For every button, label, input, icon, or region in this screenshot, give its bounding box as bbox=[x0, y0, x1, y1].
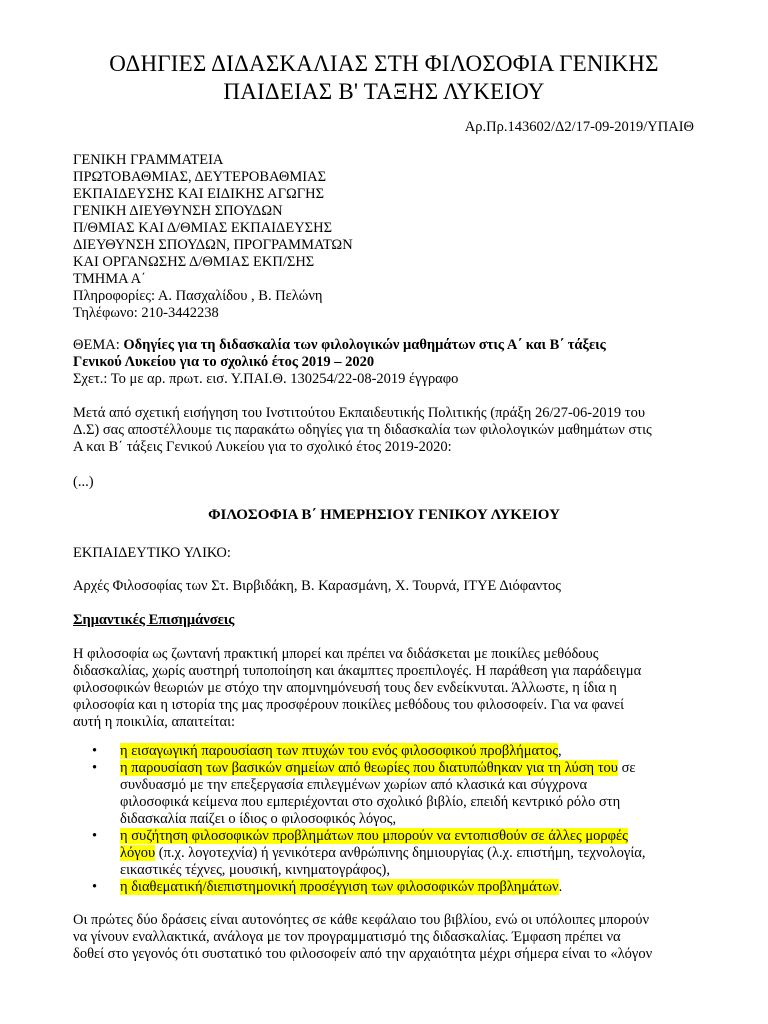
notes-line: φιλοσοφικών θεωριών με στόχο την απομνημόνευσή τους δεν ενδείκνυται. Άλλωστε, η ίδια η bbox=[73, 680, 617, 696]
intro-paragraph bbox=[73, 405, 697, 456]
bullet-icon: • bbox=[92, 743, 98, 759]
sender-line: ΚΑΙ ΟΡΓΑΝΩΣΗΣ Δ/ΘΜΙΑΣ ΕΚΠ/ΣΗΣ bbox=[73, 254, 315, 270]
protocol-reference: Αρ.Πρ.143602/Δ2/17-09-2019/ΥΠΑΙΘ bbox=[464, 119, 694, 135]
closing-line: Οι πρώτες δύο δράσεις είναι αυτονόητες σε κάθε κεφάλαιο του βιβλίου, ενώ οι υπόλοιπες μπορούν bbox=[73, 912, 650, 928]
sender-line: ΠΡΩΤΟΒΑΘΜΙΑΣ, ΔΕΥΤΕΡΟΒΑΘΜΙΑΣ bbox=[73, 169, 327, 185]
list-text: σε bbox=[617, 760, 636, 776]
list-text: διδασκαλία παίζει ο ίδιος ο φιλοσοφικός λόγος, bbox=[120, 811, 397, 827]
intro-line: Δ.Σ) σας αποστέλλουμε τις παρακάτω οδηγίες για τη διδασκαλία των φιλολογικών μαθημάτων στις bbox=[73, 422, 652, 438]
ellipsis: (...) bbox=[73, 474, 94, 490]
list-text: συνδυασμό με την επεξεργασία επιλεγμένων χωρίων από κλασικά και σύγχρονα bbox=[120, 777, 588, 793]
intro-line: Μετά από σχετική εισήγηση του Ινστιτούτου Εκπαιδευτικής Πολιτικής (πράξη 26/27-06-2019 του bbox=[73, 405, 646, 421]
highlighted-text: η διαθεματική/διεπιστημονική προσέγγιση των φιλοσοφικών προβλημάτων bbox=[120, 879, 559, 895]
bullet-icon: • bbox=[92, 760, 98, 776]
list-text: , bbox=[557, 743, 562, 759]
list-item bbox=[92, 828, 698, 879]
notes-line: Η φιλοσοφία ως ζωντανή πρακτική μπορεί και πρέπει να διδάσκεται με ποικίλες μεθόδους bbox=[73, 646, 599, 662]
intro-line: Α και Β΄ τάξεις Γενικού Λυκείου για το σχολικό έτος 2019-2020: bbox=[73, 439, 452, 455]
list-item bbox=[92, 743, 698, 760]
bullet-icon: • bbox=[92, 828, 98, 844]
notes-line: αυτή η ποικιλία, απαιτείται: bbox=[73, 714, 236, 730]
requirements-list bbox=[92, 743, 698, 896]
sender-line: ΤΜΗΜΑ Α΄ bbox=[73, 271, 146, 287]
subject-line-2: Γενικού Λυκείου για το σχολικό έτος 2019 – 2020 bbox=[73, 354, 375, 370]
list-text: . bbox=[558, 879, 563, 895]
material-text: Αρχές Φιλοσοφίας των Στ. Βιρβιδάκη, Β. Καρασμάνη, Χ. Τουρνά, ΙΤΥΕ Διόφαντος bbox=[73, 578, 562, 594]
sender-line: ΓΕΝΙΚΗ ΓΡΑΜΜΑΤΕΙΑ bbox=[73, 152, 224, 168]
sender-line: Πληροφορίες: Α. Πασχαλίδου , Β. Πελώνη bbox=[73, 288, 323, 304]
subject-block bbox=[73, 337, 697, 388]
document-title bbox=[0, 50, 768, 106]
bullet-icon: • bbox=[92, 879, 98, 895]
material-label: ΕΚΠΑΙΔΕΥΤΙΚΟ ΥΛΙΚΟ: bbox=[73, 545, 231, 561]
sender-block bbox=[73, 152, 697, 322]
highlighted-text: λόγου bbox=[120, 845, 156, 861]
closing-line: να γίνουν εναλλακτικά, ανάλογα με τον προγραμματισμό της διδασκαλίας. Έμφαση πρέπει να bbox=[73, 929, 621, 945]
related-document: Σχετ.: Το με αρ. πρωτ. εισ. Υ.ΠΑΙ.Θ. 130254/22-08-2019 έγγραφο bbox=[73, 371, 459, 387]
highlighted-text: η εισαγωγική παρουσίαση των πτυχών του ενός φιλοσοφικού προβλήματος bbox=[120, 743, 558, 759]
sender-line: Τηλέφωνο: 210-3442238 bbox=[73, 305, 219, 321]
title-line-1: ΟΔΗΓΙΕΣ ΔΙΔΑΣΚΑΛΙΑΣ ΣΤΗ ΦΙΛΟΣΟΦΙΑ ΓΕΝΙΚΗΣ bbox=[109, 51, 659, 76]
sender-line: ΔΙΕΥΘΥΝΣΗ ΣΠΟΥΔΩΝ, ΠΡΟΓΡΑΜΜΑΤΩΝ bbox=[73, 237, 353, 253]
highlighted-text: η συζήτηση φιλοσοφικών προβλημάτων που μπορούν να εντοπισθούν σε άλλες μορφές bbox=[120, 828, 628, 844]
section-heading: ΦΙΛΟΣΟΦΙΑ Β΄ ΗΜΕΡΗΣΙΟΥ ΓΕΝΙΚΟΥ ΛΥΚΕΙΟΥ bbox=[208, 507, 560, 523]
notes-line: φιλοσοφία και η ιστορία της μας προσφέρουν ποικίλες μεθόδους του φιλοσοφείν. Για να φανεί bbox=[73, 697, 625, 713]
sender-line: Π/ΘΜΙΑΣ ΚΑΙ Δ/ΘΜΙΑΣ ΕΚΠΑΙΔΕΥΣΗΣ bbox=[73, 220, 333, 236]
list-text: εικαστικές τέχνες, μουσική, κινηματογράφος), bbox=[120, 862, 390, 878]
notes-line: διδασκαλίας, χωρίς αυστηρή τυποποίηση και άκαμπτες προεπιλογές. Η παράθεση για παράδειγμα bbox=[73, 663, 642, 679]
sender-line: ΓΕΝΙΚΗ ΔΙΕΥΘΥΝΣΗ ΣΠΟΥΔΩΝ bbox=[73, 203, 283, 219]
list-text: φιλοσοφικά κείμενα που εμπεριέχονται στο σχολικό βιβλίο, επειδή κεντρικό ρόλο στη bbox=[120, 794, 621, 810]
list-item bbox=[92, 879, 698, 896]
notes-heading: Σημαντικές Επισημάνσεις bbox=[73, 612, 235, 628]
list-item bbox=[92, 760, 698, 828]
notes-paragraph bbox=[73, 646, 697, 731]
subject-line-1: Οδηγίες για τη διδασκαλία των φιλολογικών μαθημάτων στις Α΄ και Β΄ τάξεις bbox=[123, 337, 606, 353]
subject-prefix: ΘΕΜΑ: bbox=[73, 337, 124, 353]
list-text: (π.χ. λογοτεχνία) ή γενικότερα ανθρώπινης δημιουργίας (λ.χ. επιστήμη, τεχνολογία, bbox=[155, 845, 646, 861]
title-line-2: ΠΑΙΔΕΙΑΣ Β' ΤΑΞΗΣ ΛΥΚΕΙΟΥ bbox=[223, 79, 545, 104]
highlighted-text: η παρουσίαση των βασικών σημείων από θεωρίες που διατυπώθηκαν για τη λύση του bbox=[120, 760, 618, 776]
sender-line: ΕΚΠΑΙΔΕΥΣΗΣ ΚΑΙ ΕΙΔΙΚΗΣ ΑΓΩΓΗΣ bbox=[73, 186, 325, 202]
notes-heading-wrap bbox=[73, 612, 697, 629]
closing-line: δοθεί στο γεγονός ότι συστατικό του φιλοσοφείν από την αρχαιότητα μέχρι σήμερα είναι το «λόγον bbox=[73, 946, 653, 962]
closing-paragraph bbox=[73, 912, 697, 963]
